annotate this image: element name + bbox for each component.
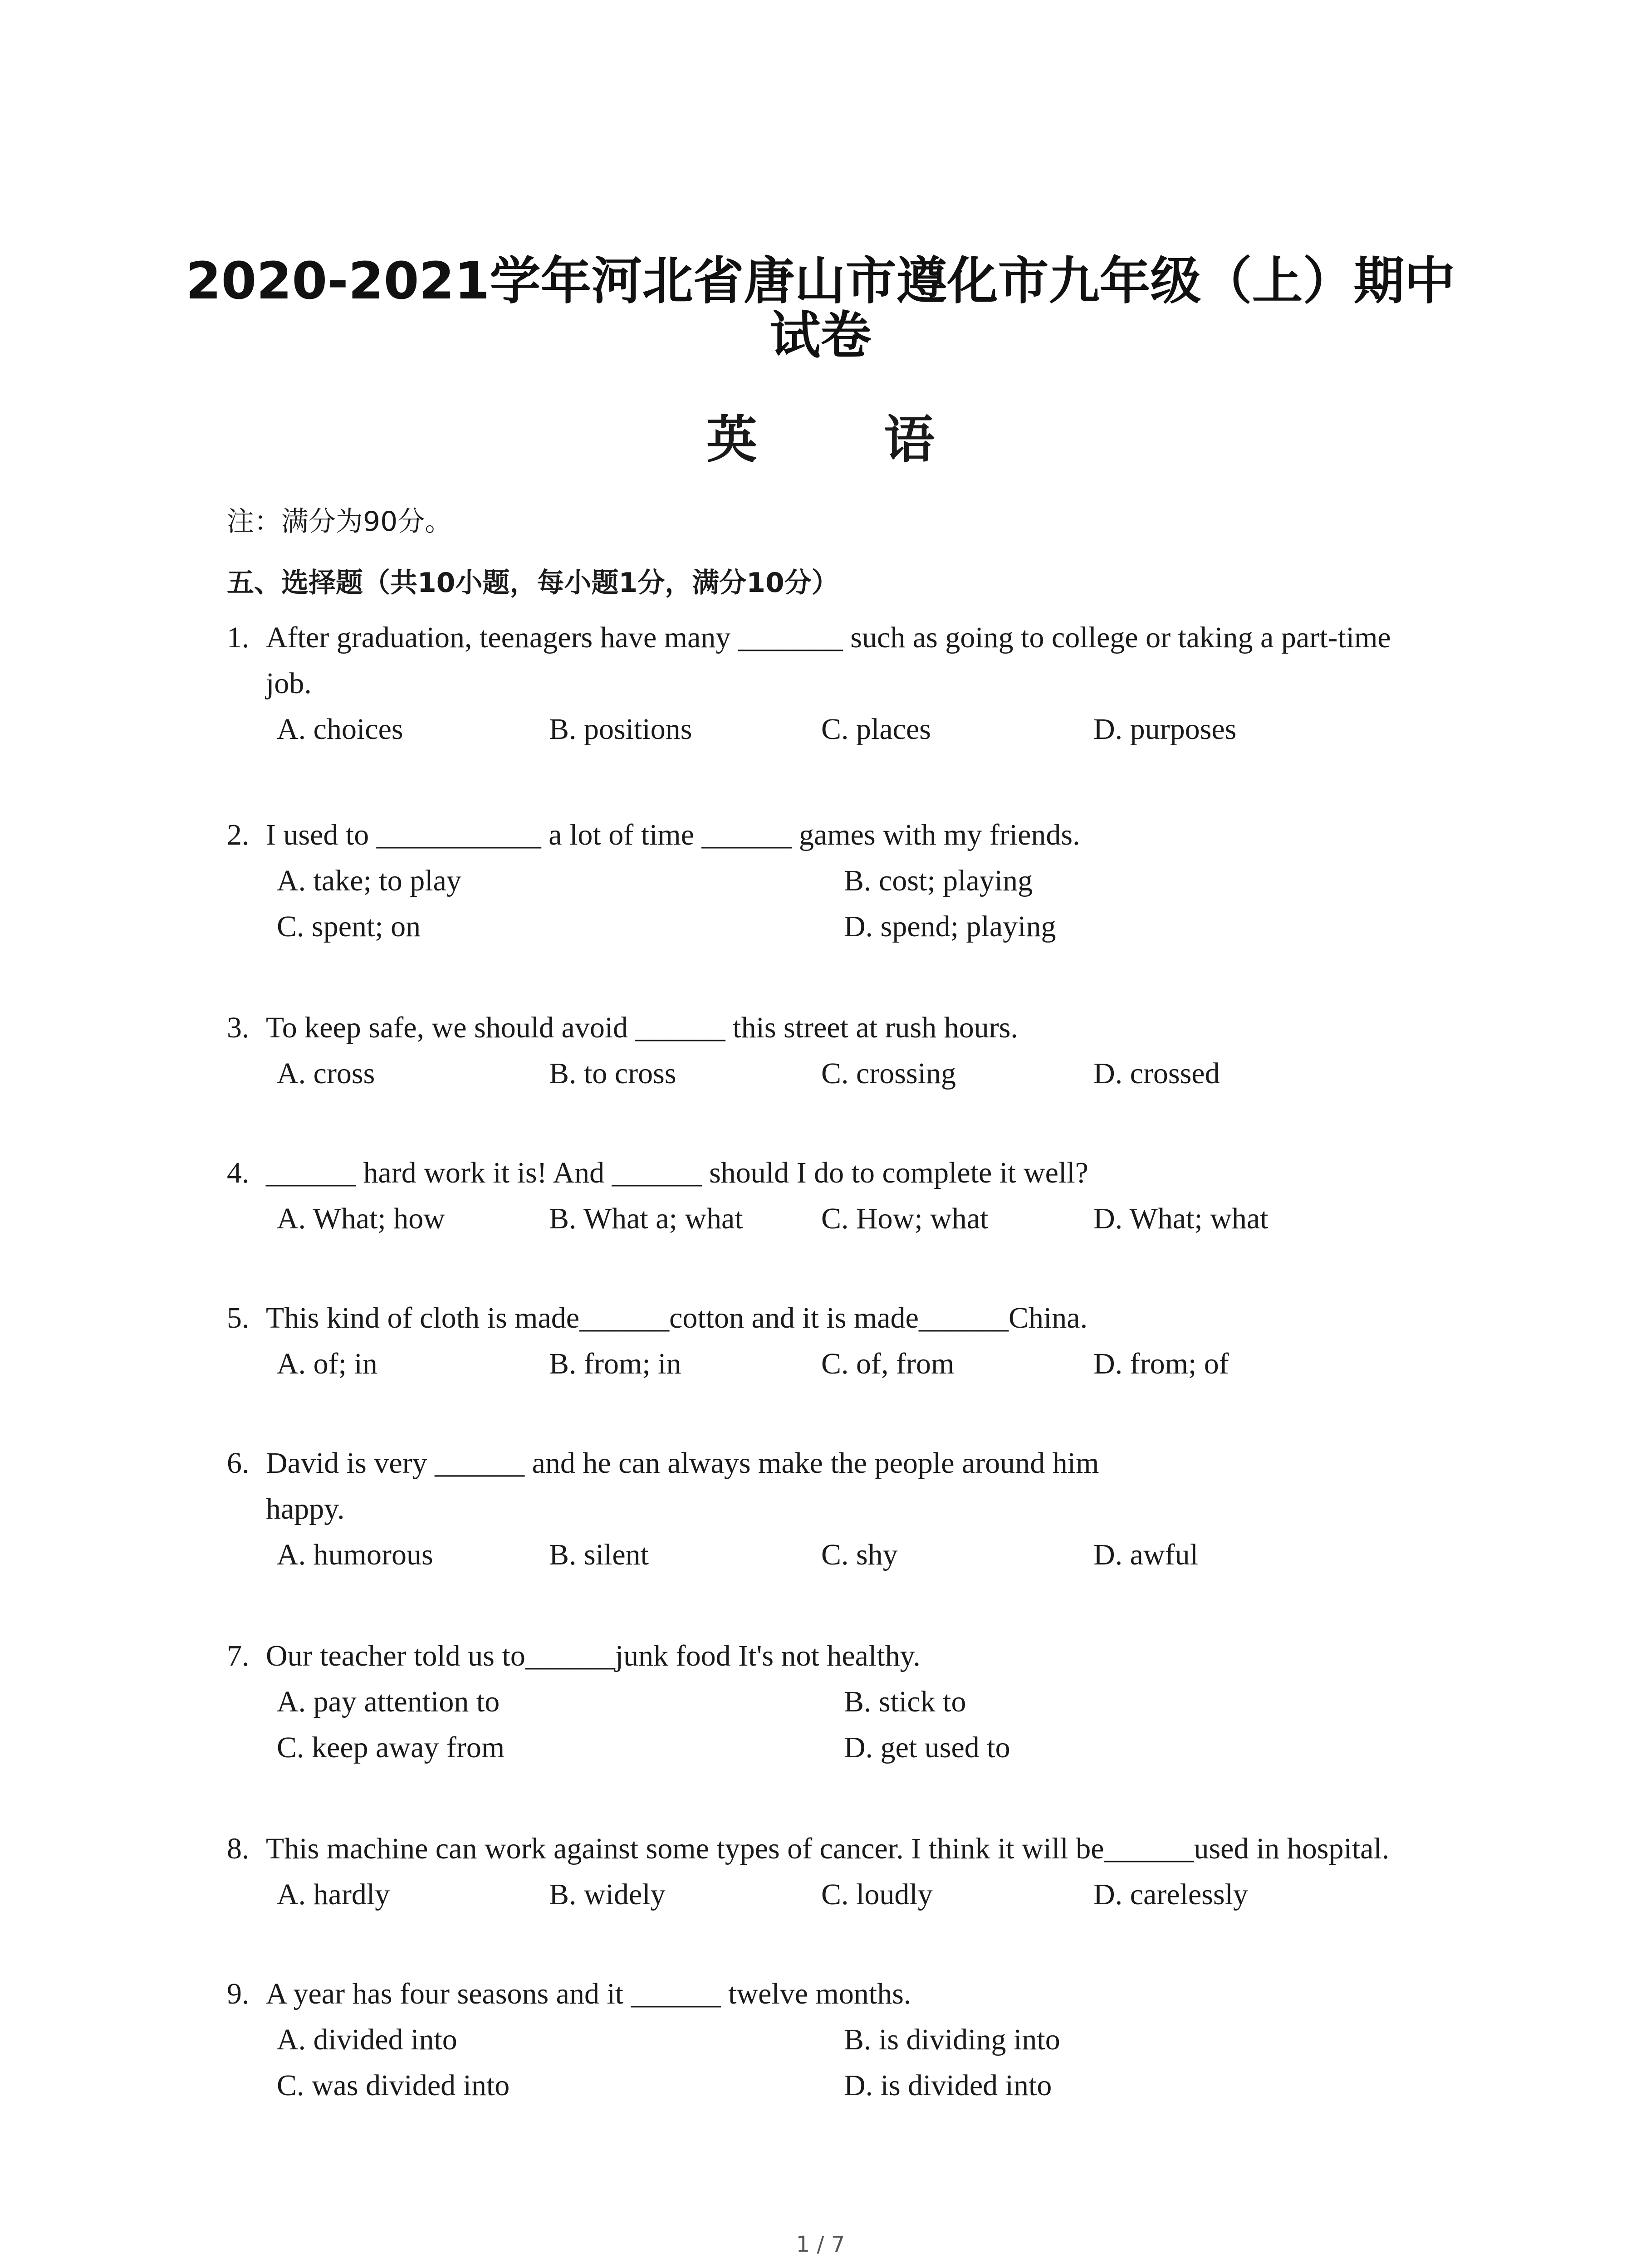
- option-c: C. was divided into: [277, 2069, 510, 2102]
- question-stem: A year has four seasons and it ______ twelve months.: [266, 1977, 911, 2010]
- option-d: D. crossed: [1093, 1057, 1220, 1090]
- question-number: 3.: [227, 1011, 250, 1044]
- question-9: [227, 1971, 1434, 2108]
- question-2: [227, 812, 1434, 949]
- exam-title: 2020-2021学年河北省唐山市遵化市九年级（上）期中: [186, 252, 1455, 311]
- options: [227, 1196, 1434, 1242]
- option-c: C. of, from: [821, 1347, 955, 1380]
- option-a: A. What; how: [277, 1202, 445, 1235]
- exam-title-continued: 试卷: [769, 306, 872, 365]
- options: [227, 1051, 1434, 1096]
- question-stem: David is very ______ and he can always make the people around him happy.: [266, 1447, 1099, 1525]
- option-c: C. places: [821, 713, 931, 746]
- question-stem: This machine can work against some types of cancer. I think it will be______used in hospital.: [266, 1832, 1390, 1865]
- score-note: 注：满分为90分。: [227, 506, 452, 538]
- option-a: A. take; to play: [277, 864, 461, 897]
- options: [227, 1532, 1198, 1578]
- question-stem: After graduation, teenagers have many _______ such as going to college or taking a part-time job.: [266, 621, 1391, 700]
- option-d: D. carelessly: [1093, 1878, 1248, 1911]
- question-number: 9.: [227, 1977, 250, 2010]
- options: [227, 1872, 1434, 1917]
- option-c: C. crossing: [821, 1057, 956, 1090]
- option-d: D. spend; playing: [844, 910, 1056, 943]
- question-7: [227, 1633, 1434, 1770]
- subject-heading: 英 语: [706, 410, 989, 469]
- question-stem: To keep safe, we should avoid ______ this street at rush hours.: [266, 1011, 1018, 1044]
- question-stem: Our teacher told us to______junk food It's not healthy.: [266, 1639, 921, 1672]
- question-6: [227, 1440, 1198, 1578]
- option-a: A. humorous: [277, 1538, 433, 1571]
- option-b: B. to cross: [549, 1057, 676, 1090]
- option-a: A. divided into: [277, 2023, 457, 2056]
- option-b: B. positions: [549, 713, 692, 746]
- options: [227, 1679, 1434, 1770]
- option-d: D. purposes: [1093, 713, 1237, 746]
- question-1: [227, 615, 1434, 752]
- section-heading: 五、选择题（共10小题，每小题1分，满分10分）: [227, 567, 839, 599]
- question-4: [227, 1150, 1434, 1242]
- option-a: A. pay attention to: [277, 1685, 500, 1718]
- option-a: A. of; in: [277, 1347, 377, 1380]
- option-b: B. silent: [549, 1538, 649, 1571]
- question-number: 6.: [227, 1447, 250, 1480]
- question-3: [227, 1005, 1434, 1096]
- options: [227, 1341, 1434, 1387]
- option-b: B. from; in: [549, 1347, 681, 1380]
- option-d: D. get used to: [844, 1731, 1010, 1764]
- option-c: C. shy: [821, 1538, 898, 1571]
- option-d: D. is divided into: [844, 2069, 1052, 2102]
- option-c: C. keep away from: [277, 1731, 505, 1764]
- question-stem: ______ hard work it is! And ______ should I do to complete it well?: [266, 1156, 1088, 1189]
- question-8: [227, 1826, 1434, 1917]
- question-number: 2.: [227, 818, 250, 851]
- option-c: C. loudly: [821, 1878, 933, 1911]
- question-number: 7.: [227, 1639, 250, 1672]
- options: [227, 2017, 1434, 2108]
- option-a: A. hardly: [277, 1878, 390, 1911]
- option-d: D. What; what: [1093, 1202, 1269, 1235]
- option-b: B. stick to: [844, 1685, 966, 1718]
- option-d: D. from; of: [1093, 1347, 1229, 1380]
- question-stem: I used to ___________ a lot of time ______ games with my friends.: [266, 818, 1080, 851]
- option-a: A. choices: [277, 713, 403, 746]
- page-number: 1 / 7: [796, 2232, 845, 2257]
- question-5: [227, 1295, 1434, 1387]
- option-c: C. spent; on: [277, 910, 421, 943]
- option-b: B. What a; what: [549, 1202, 743, 1235]
- question-number: 8.: [227, 1832, 250, 1865]
- option-b: B. cost; playing: [844, 864, 1033, 897]
- question-number: 1.: [227, 621, 250, 654]
- question-number: 5.: [227, 1301, 250, 1334]
- option-b: B. is dividing into: [844, 2023, 1060, 2056]
- option-a: A. cross: [277, 1057, 375, 1090]
- options: [227, 858, 1434, 949]
- option-b: B. widely: [549, 1878, 666, 1911]
- question-number: 4.: [227, 1156, 250, 1189]
- question-stem: This kind of cloth is made______cotton and it is made______China.: [266, 1301, 1088, 1334]
- options: [227, 706, 1434, 752]
- option-d: D. awful: [1093, 1538, 1198, 1571]
- option-c: C. How; what: [821, 1202, 989, 1235]
